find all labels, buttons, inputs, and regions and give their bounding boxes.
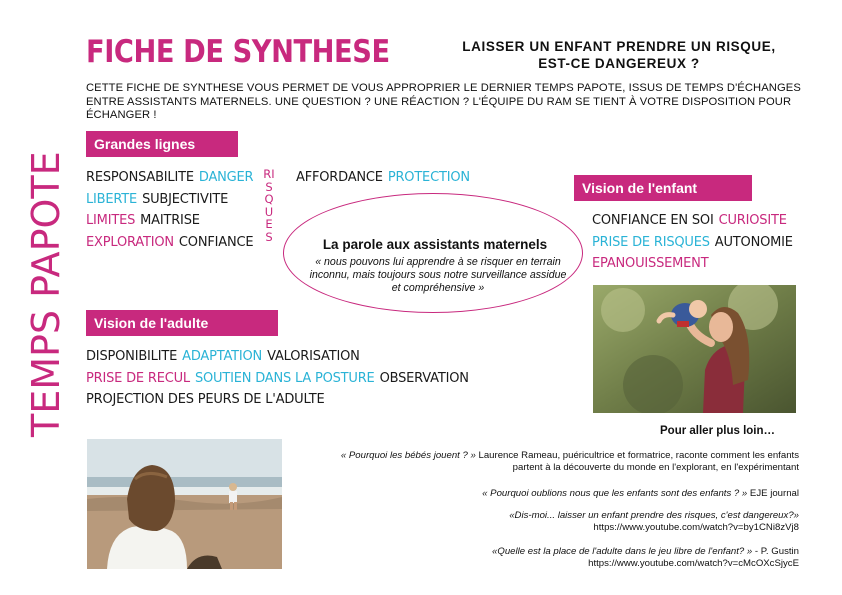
references-heading: Pour aller plus loin… xyxy=(660,425,776,437)
photo-beach xyxy=(87,439,282,569)
vision-enfant-keywords xyxy=(592,210,798,275)
keyword: CONFIANCE EN SOI xyxy=(592,213,714,228)
reference-4-link[interactable]: https://www.youtube.com/watch?v=cMcOXcSjycE xyxy=(588,558,799,569)
keyword-row xyxy=(86,232,258,254)
vertical-side-title: TEMPS PAPOTE xyxy=(24,151,68,437)
keyword-row xyxy=(86,389,474,411)
keyword-row xyxy=(86,189,258,211)
keyword-row xyxy=(86,368,474,390)
keyword: PRISE DE RISQUES xyxy=(592,234,710,250)
vision-adulte-keywords xyxy=(86,346,474,411)
reference-3-link[interactable]: https://www.youtube.com/watch?v=by1CNi8zVj8 xyxy=(593,522,799,533)
keyword-row xyxy=(86,346,474,368)
keyword: LIMITES xyxy=(86,213,136,228)
reference-1 xyxy=(299,450,799,474)
keyword: SOUTIEN DANS LA POSTURE xyxy=(194,370,375,386)
keyword: ADAPTATION xyxy=(182,349,263,364)
keyword-row xyxy=(592,210,798,232)
keyword: PROJECTION DES PEURS DE L'ADULTE xyxy=(86,392,325,407)
keyword: AUTONOMIE xyxy=(714,234,793,250)
reference-4 xyxy=(299,546,799,570)
keyword-row xyxy=(86,210,258,232)
risques-vertical-label: RISQUES xyxy=(263,167,275,244)
keyword: SUBJECTIVITE xyxy=(142,191,229,207)
keyword-row xyxy=(592,232,798,254)
keyword: EPANOUISSEMENT xyxy=(592,256,709,271)
page-title: FICHE DE SYNTHESE xyxy=(86,34,390,70)
keyword: RESPONSABILITE xyxy=(86,170,194,185)
grandes-lignes-header: Grandes lignes xyxy=(86,131,238,157)
keyword-row xyxy=(592,253,798,275)
keyword: VALORISATION xyxy=(267,349,360,364)
keyword: EXPLORATION xyxy=(86,234,174,250)
intro-text: CETTE FICHE DE SYNTHESE VOUS PERMET DE VOUS APPROPRIER LE DERNIER TEMPS PAPOTE, ISSUS DE TEMPS D'ÉCHANGES ENTRE ASSISTANTS MATERNELS. UNE QUESTION ? UNE RÉACTION ? L'ÉQUIPE DU RAM SE TIENT À VOTRE DISPOSITION POUR ÉCHANGER ! xyxy=(86,82,801,121)
keyword: PRISE DE RECUL xyxy=(86,370,190,386)
keyword: PROTECTION xyxy=(387,170,470,185)
keyword: CURIOSITE xyxy=(718,213,787,228)
keyword-row xyxy=(86,167,258,189)
keyword-row xyxy=(296,167,475,189)
main-question xyxy=(428,38,810,72)
parole-title: La parole aux assistants maternels xyxy=(322,237,548,252)
parole-quote: « nous pouvons lui apprendre à se risquer en terrain inconnu, mais toujours sous notre surveillance assidue et compréhensive » xyxy=(309,256,567,294)
reference-3-title: «Dis-moi... laisser un enfant prendre des risques, c'est dangereux?» xyxy=(509,510,799,521)
reference-2-text: EJE journal xyxy=(747,488,799,499)
reference-4-title: «Quelle est la place de l'adulte dans le jeu libre de l'enfant? » xyxy=(492,546,753,557)
keyword: CONFIANCE xyxy=(178,234,254,250)
keyword: AFFORDANCE xyxy=(296,170,383,185)
keyword: DISPONIBILITE xyxy=(86,349,178,364)
question-line-1: LAISSER UN ENFANT PRENDRE UN RISQUE, xyxy=(462,39,776,54)
reference-1-text: Laurence Rameau, puéricultrice et formatrice, raconte comment les enfants xyxy=(475,450,799,461)
reference-2 xyxy=(299,488,799,500)
reference-2-title: « Pourquoi oublions nous que les enfants sont des enfants ? » xyxy=(482,488,748,499)
keyword: OBSERVATION xyxy=(379,370,469,386)
keyword: MAITRISE xyxy=(140,213,200,228)
reference-3 xyxy=(299,510,799,534)
keyword: DANGER xyxy=(198,170,254,185)
vision-adulte-header: Vision de l'adulte xyxy=(86,310,278,336)
vision-enfant-header: Vision de l'enfant xyxy=(574,175,752,201)
photo-mother-baby xyxy=(593,285,796,413)
reference-1-line2: partent à la découverte du monde en l'explorant, en l'expérimentant xyxy=(512,462,799,473)
parole-ellipse xyxy=(283,193,583,313)
grandes-lignes-keywords xyxy=(86,167,258,253)
keyword: LIBERTE xyxy=(86,191,138,207)
reference-4-text: - P. Gustin xyxy=(752,546,799,557)
reference-1-title: « Pourquoi les bébés jouent ? » xyxy=(340,450,476,461)
question-line-2: EST-CE DANGEREUX ? xyxy=(538,56,700,71)
affordance-keywords xyxy=(296,167,475,189)
